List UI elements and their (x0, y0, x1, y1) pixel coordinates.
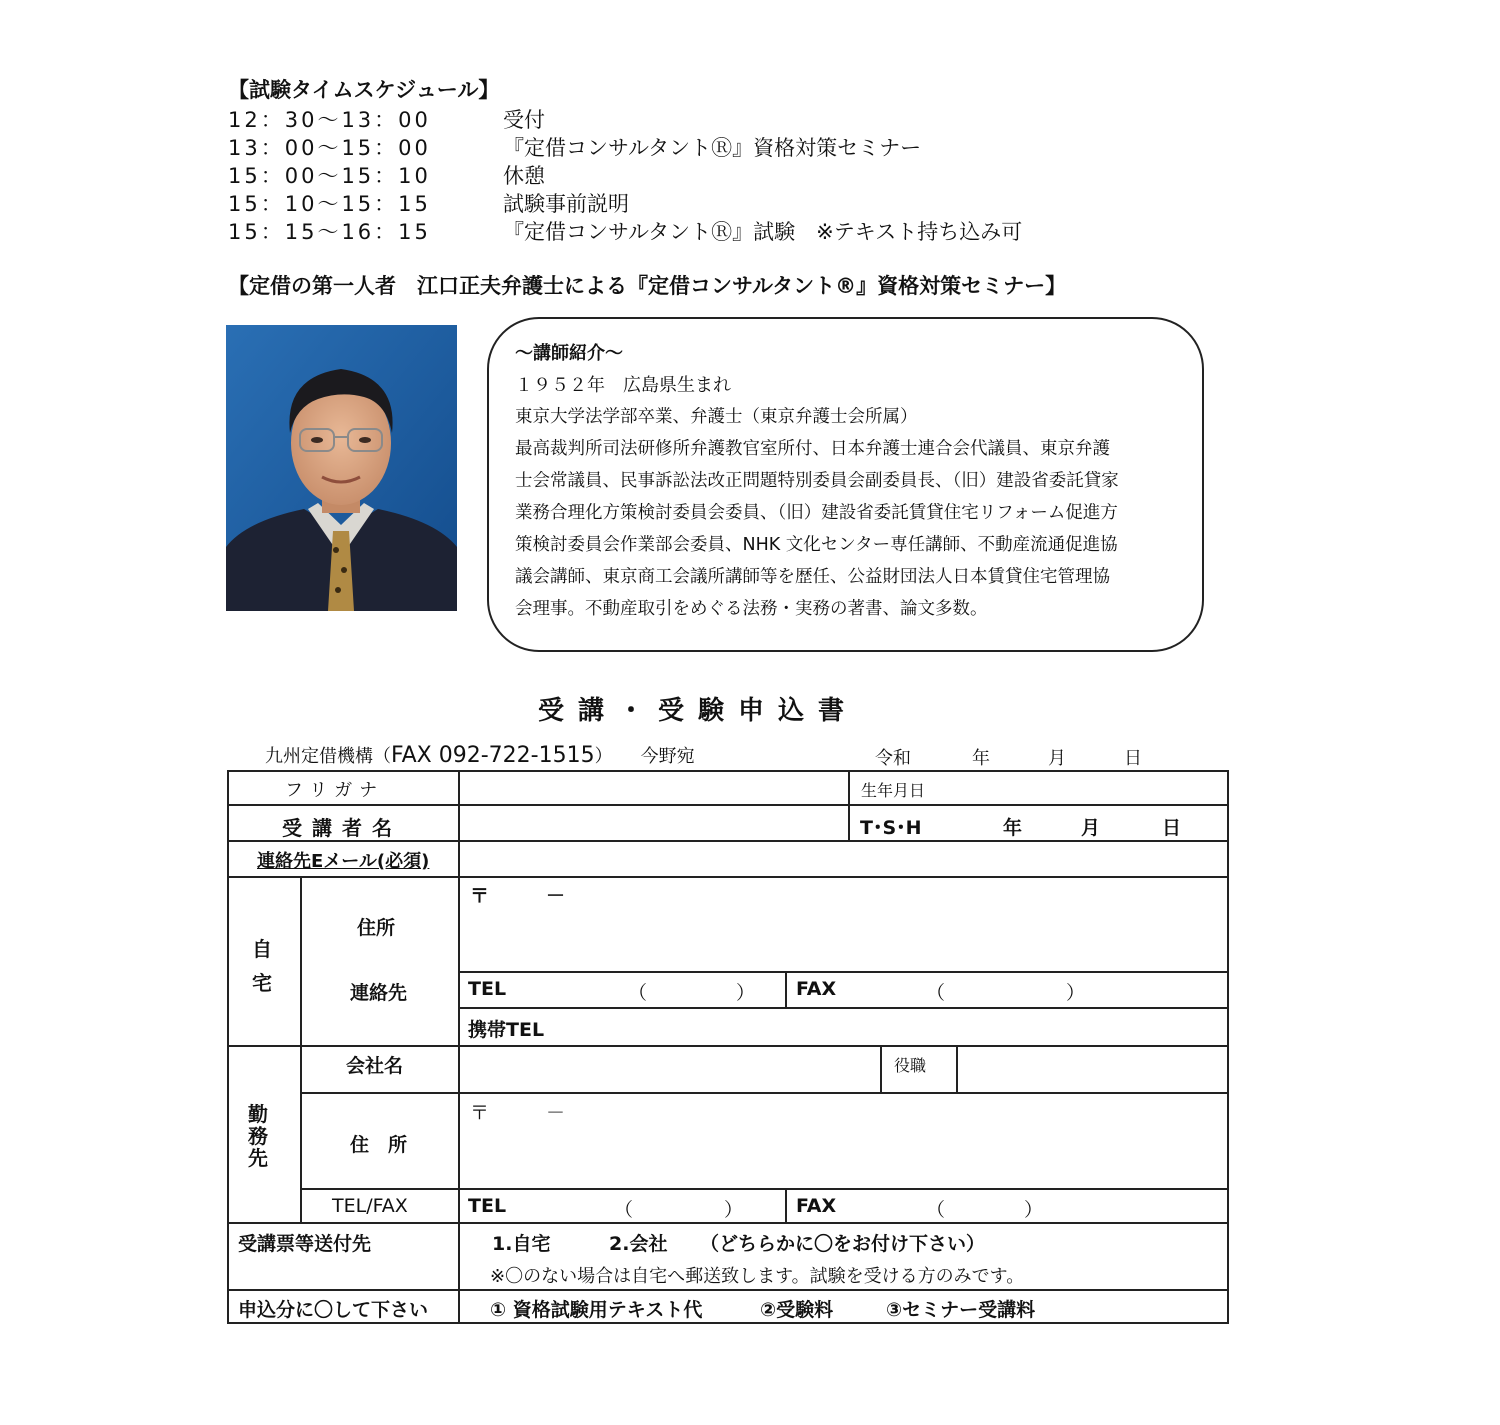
apply-item-exam[interactable]: ②受験料 (760, 1299, 834, 1321)
schedule-desc: 『定借コンサルタントⓇ』資格対策セミナー (503, 136, 922, 160)
send-to-label: 受講票等送付先 (238, 1233, 372, 1255)
furigana-label: フリガナ (285, 780, 385, 801)
lecturer-photo (226, 325, 457, 611)
birth-month-label: 月 (1081, 817, 1101, 839)
seminar-heading: 【定借の第一人者 江口正夫弁護士による『定借コンサルタント®』資格対策セミナー】 (228, 274, 1067, 298)
apply-item-seminar[interactable]: ③セミナー受講料 (886, 1299, 1036, 1321)
name-input[interactable] (460, 806, 846, 839)
schedule-time: 13：00～15：00 (228, 136, 431, 160)
date-month: 月 (1048, 748, 1066, 769)
send-to-disclaimer: ※〇のない場合は自宅へ郵送致します。試験を受ける方のみです。 (490, 1266, 1025, 1287)
send-to-option-company[interactable]: 2.会社 (609, 1233, 668, 1255)
recipient-suffix: ） (594, 746, 613, 767)
date-year: 年 (972, 748, 990, 769)
home-fax-paren-open: （ (926, 982, 946, 1004)
bio-line: 会理事。不動産取引をめぐる法務・実務の著書、論文多数。 (515, 599, 988, 619)
work-company-label: 会社名 (346, 1055, 404, 1077)
schedule-time: 15：10～15：15 (228, 192, 431, 216)
name-label: 受講者名 (282, 816, 402, 840)
home-fax-label: FAX (796, 978, 837, 1000)
home-fax-paren-close: ） (1066, 982, 1086, 1004)
home-address-label: 住所 (357, 917, 396, 939)
birth-day-label: 日 (1162, 817, 1182, 839)
schedule-time: 12：30～13：00 (228, 108, 431, 132)
birthdate-label: 生年月日 (861, 781, 926, 800)
schedule-time: 15：15～16：15 (228, 220, 431, 244)
apply-item-text[interactable]: ① 資格試験用テキスト代 (490, 1299, 703, 1321)
work-address-label: 住 所 (350, 1134, 408, 1156)
recipient-fax: FAX 092-722-1515 (391, 743, 595, 768)
birth-year-label: 年 (1003, 817, 1023, 839)
schedule-desc: 『定借コンサルタントⓇ』試験 ※テキスト持ち込み可 (503, 220, 1023, 244)
bio-line: 議会講師、東京商工会議所講師等を歴任、公益財団法人日本賃貸住宅管理協 (515, 567, 1110, 587)
bio-line: 策検討委員会作業部会委員、NHK 文化センター専任講師、不動産流通促進協 (515, 535, 1118, 555)
work-telfax-label: TEL/FAX (332, 1195, 408, 1217)
bio-line: 業務合理化方策検討委員会委員、（旧）建設省委託賃貸住宅リフォーム促進方 (515, 503, 1118, 523)
home-tel-paren-close: ） (736, 982, 756, 1004)
form-date (875, 744, 1142, 770)
bio-birth: １９５２年 広島県生まれ (515, 375, 731, 396)
home-postal[interactable]: 〒 － (470, 885, 566, 907)
home-mobile-label: 携帯TEL (468, 1019, 545, 1041)
home-contact-label: 連絡先 (350, 982, 408, 1004)
bio-heading: ～講師紹介～ (515, 343, 623, 364)
company-input[interactable] (460, 1047, 878, 1091)
email-label: 連絡先Eメール(必須) (257, 851, 430, 872)
home-tel-label: TEL (468, 978, 507, 1000)
send-to-note: （どちらかに〇をお付け下さい） (700, 1233, 986, 1255)
date-day: 日 (1124, 748, 1142, 769)
work-group-label: 勤務先 (248, 1102, 268, 1170)
furigana-input[interactable] (460, 772, 846, 803)
recipient-person: 今野宛 (640, 746, 695, 767)
work-tel-paren-open: （ (614, 1199, 634, 1221)
birth-era-options[interactable]: T･S･H (860, 817, 922, 839)
work-tel-label: TEL (468, 1195, 507, 1217)
work-tel-paren-close: ） (724, 1199, 744, 1221)
apply-label: 申込分に〇して下さい (238, 1299, 429, 1321)
schedule-time: 15：00～15：10 (228, 164, 431, 188)
schedule-heading: 【試験タイムスケジュール】 (228, 78, 500, 102)
position-input[interactable] (958, 1047, 1226, 1091)
work-fax-label: FAX (796, 1195, 837, 1217)
work-postal[interactable]: 〒 － (470, 1102, 566, 1124)
home-group-label: 自宅 (252, 937, 272, 995)
form-recipient (265, 742, 695, 768)
home-tel-paren-open: （ (628, 982, 648, 1004)
bio-line: 士会常議員、民事訴訟法改正問題特別委員会副委員長、（旧）建設省委託貸家 (515, 471, 1119, 491)
schedule-desc: 試験事前説明 (503, 192, 629, 216)
work-fax-paren-open: （ (926, 1199, 946, 1221)
bio-line: 東京大学法学部卒業、弁護士（東京弁護士会所属） (515, 407, 918, 427)
schedule-desc: 休憩 (503, 164, 545, 188)
send-to-option-home[interactable]: 1.自宅 (492, 1233, 551, 1255)
form-title: 受講・受験申込書 (538, 696, 859, 726)
recipient-prefix: 九州定借機構（ (265, 746, 391, 767)
email-input[interactable] (460, 842, 1226, 875)
date-era: 令和 (875, 748, 911, 769)
work-fax-paren-close: ） (1024, 1199, 1044, 1221)
work-position-label: 役職 (894, 1056, 927, 1075)
bio-line: 最高裁判所司法研修所弁護教官室所付、日本弁護士連合会代議員、東京弁護 (515, 439, 1110, 459)
schedule-desc: 受付 (503, 108, 545, 132)
